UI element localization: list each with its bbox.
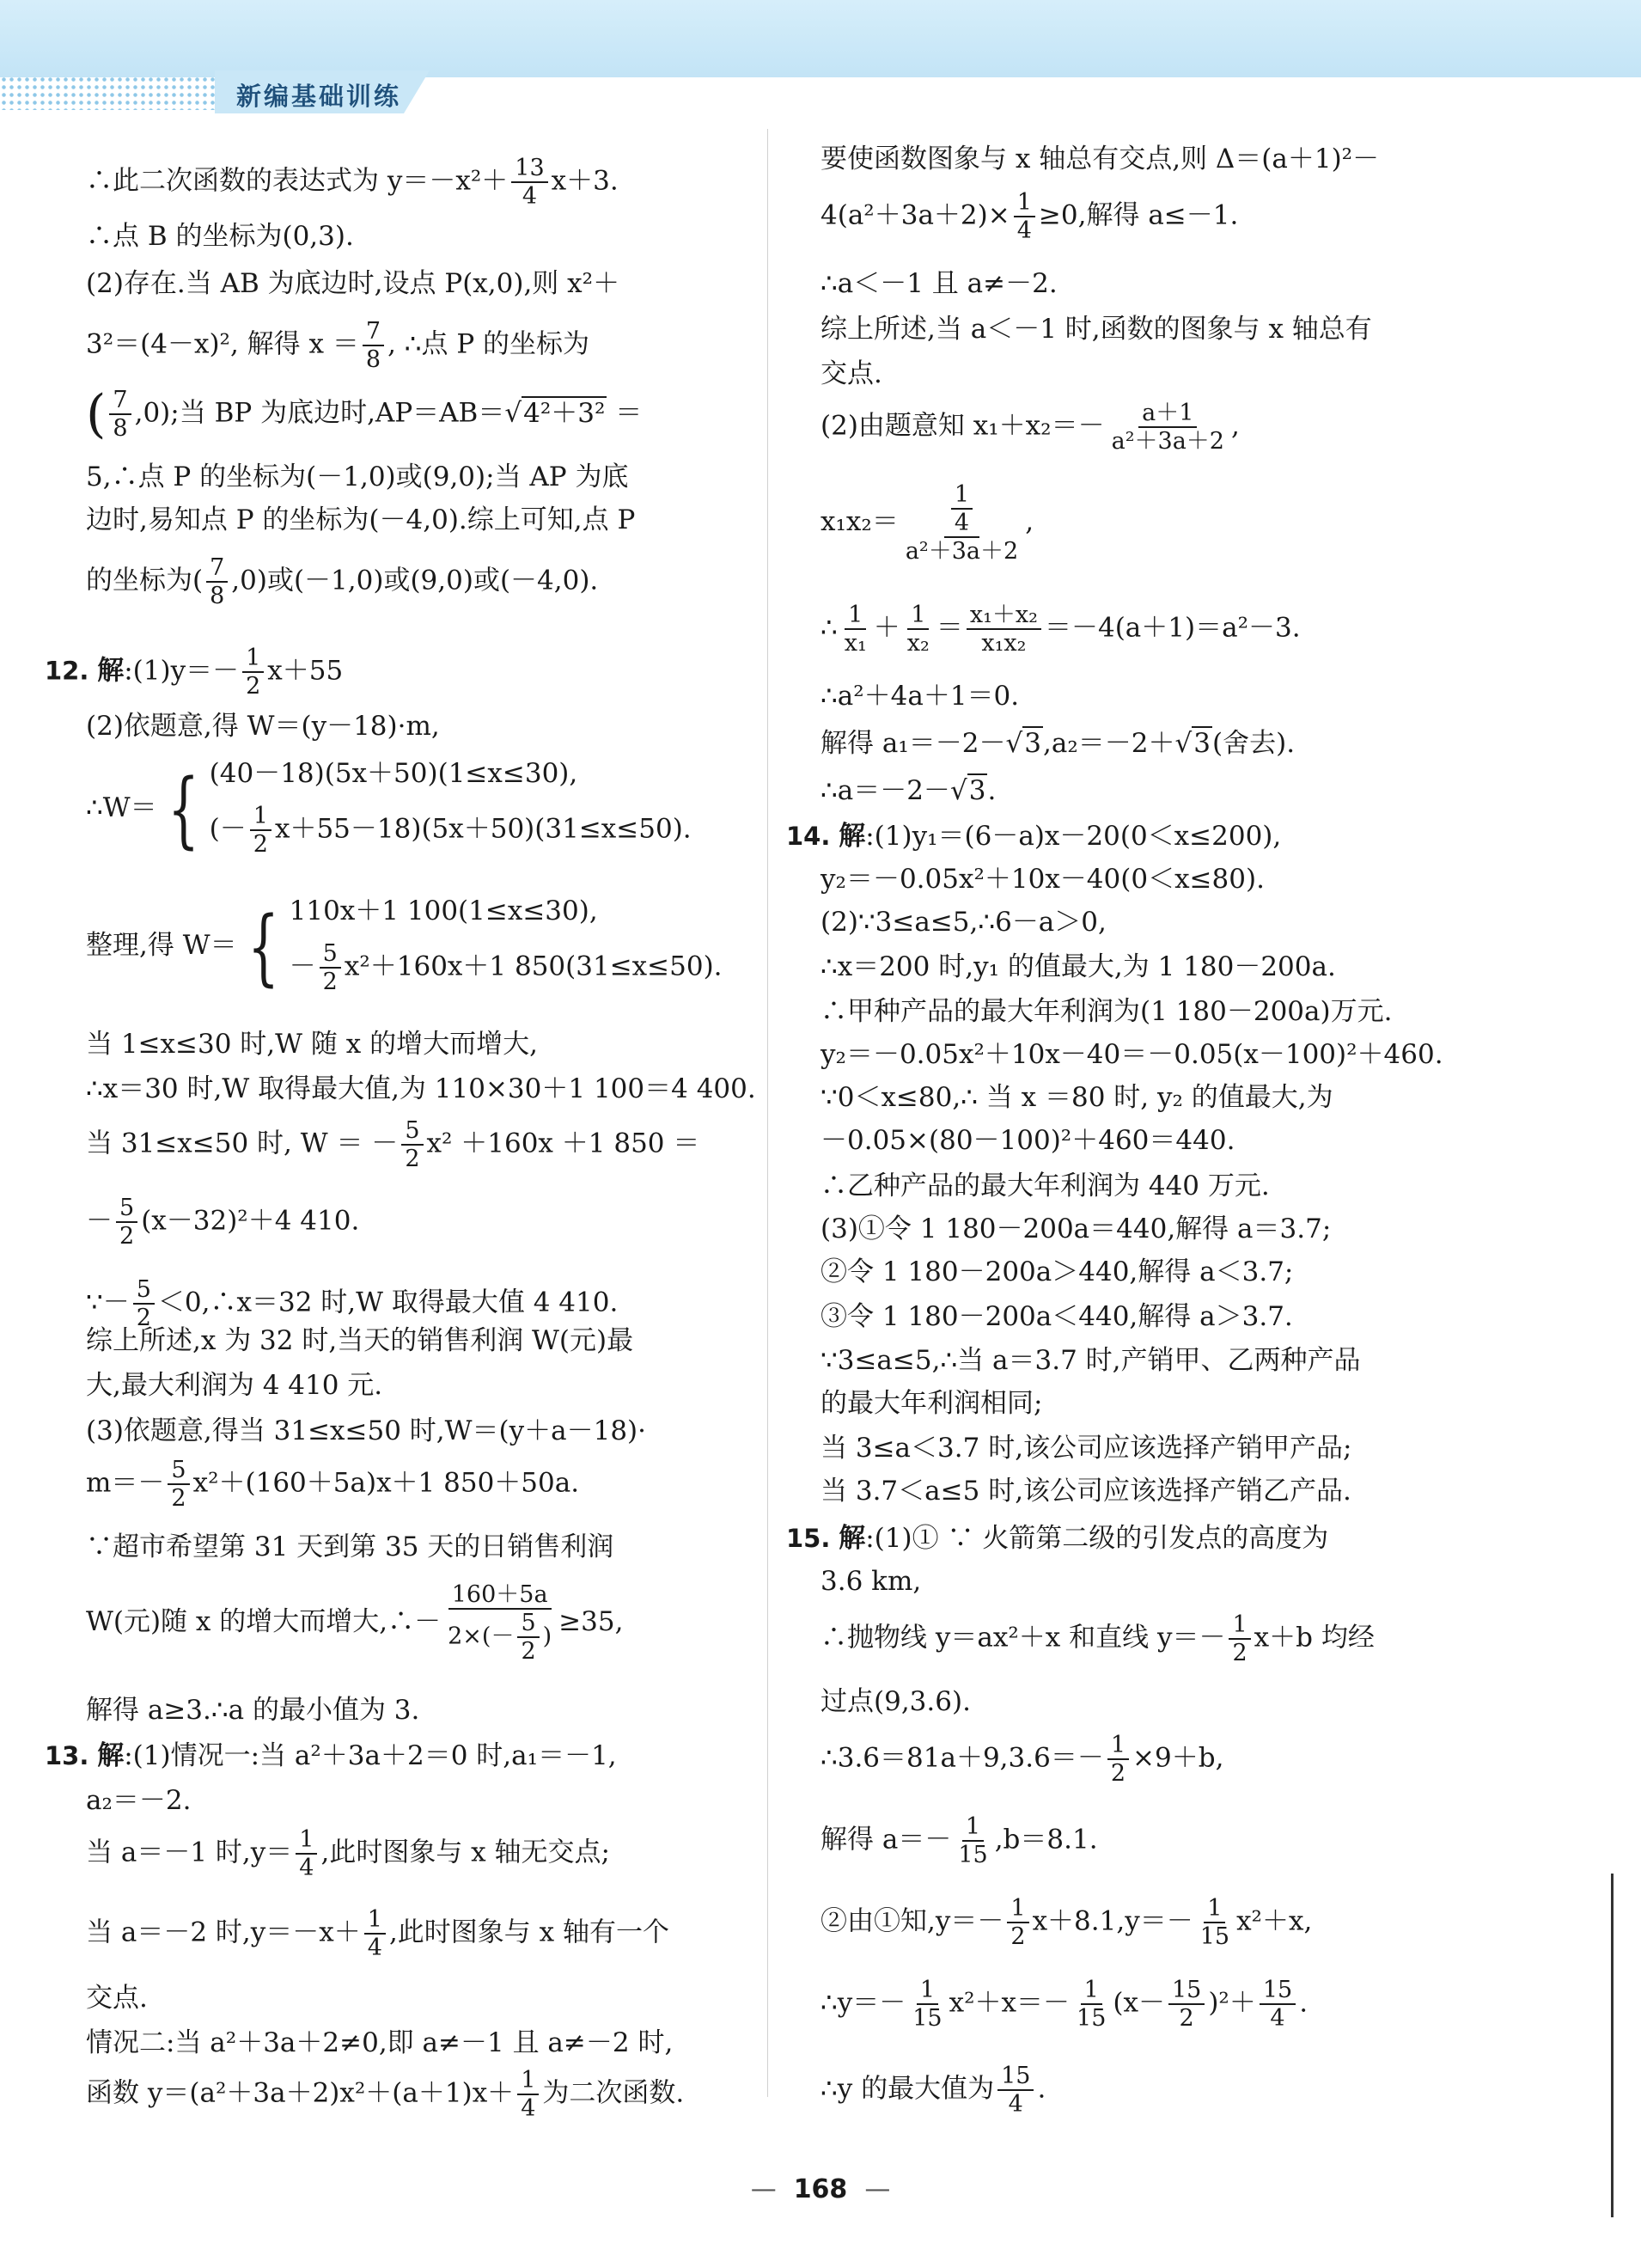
text-line: 当 1≤x≤30 时,W 随 x 的增大而增大,	[86, 1029, 538, 1060]
text-line: ∴甲种产品的最大年利润为(1 180－200a)万元.	[820, 996, 1393, 1027]
text-line: y₂＝－0.05x²＋10x－40(0＜x≤80).	[820, 864, 1265, 895]
text-line: 交点.	[820, 358, 882, 389]
page-number: — 168 —	[750, 2174, 891, 2204]
text-line: ②令 1 180－200a＞440,解得 a＜3.7;	[820, 1256, 1294, 1287]
text-line: 综上所述,x 为 32 时,当天的销售利润 W(元)最	[86, 1325, 634, 1356]
text-line: ∴抛物线 y＝ax²＋x 和直线 y＝－ $\frac{1}{2}$ x＋b 均经	[820, 1611, 1375, 1667]
question-12: 12. 解:(1)y＝－ $\frac{1}{2}$ x＋55	[45, 645, 344, 700]
text-line: 解得 a＝－ $\frac{1}{15}$ ,b＝8.1.	[820, 1813, 1098, 1869]
text-line: ∵3≤a≤5,∴当 a＝3.7 时,产销甲、乙两种产品	[820, 1345, 1361, 1376]
text-line: 边时,易知点 P 的坐标为(－4,0).综上可知,点 P	[86, 504, 636, 535]
text-line: ∵－ $\frac{5}{2}$ ＜0,∴x＝32 时,W 取得最大值 4 410.	[86, 1276, 619, 1332]
text-line: a₂＝－2.	[86, 1785, 192, 1816]
text-line: ∴a＜－1 且 a≠－2.	[820, 268, 1058, 299]
text-line: y₂＝－0.05x²＋10x－40＝－0.05(x－100)²＋460.	[820, 1039, 1443, 1070]
text-line: 当 3.7＜a≤5 时,该公司应该选择产销乙产品.	[820, 1476, 1351, 1507]
text-line: 3²＝(4－x)², 解得 x ＝ $\frac{7}{8}$ , ∴点 P 的坐标为	[86, 318, 590, 374]
text-line: ∴y＝－ $\frac{1}{15}$ x²＋x＝－ $\frac{1}{15}$ (x－ $\frac{15}{2}$ )²＋ $\frac{15}{4}$ .	[820, 1977, 1309, 2033]
text-line: (2)由题意知 x₁＋x₂＝－ $\frac{a+1}{\text{a²＋3a＋2}}$ ,	[820, 400, 1240, 455]
text-line: 当 a＝－1 时,y＝ $\frac{1}{4}$ ,此时图象与 x 轴无交点;	[86, 1826, 610, 1882]
text-line: x₁x₂＝ $\frac{\frac{1}{4}}{\text{a²＋3a＋2}}$ ,	[820, 481, 1034, 565]
text-line: 要使函数图象与 x 轴总有交点,则 Δ＝(a＋1)²－	[820, 144, 1380, 174]
piecewise-w: ∴W＝ { (40－18)(5x＋50)(1≤x≤30), (－ $\frac{1}{2}$ x＋55－18)(5x＋50)(31≤x≤50).	[86, 758, 692, 859]
text-line: (3)①令 1 180－200a＝440,解得 a＝3.7;	[820, 1213, 1332, 1244]
question-15: 15. 解:(1)① ∵ 火箭第二级的引发点的高度为	[786, 1523, 1329, 1554]
text-line: ∴乙种产品的最大年利润为 440 万元.	[820, 1171, 1270, 1201]
piecewise-w-simplified: 整理,得 W＝ { 110x＋1 100(1≤x≤30), － $\frac{5}{2}$ x²＋160x＋1 850(31≤x≤50).	[86, 896, 723, 996]
text-line: 的坐标为( $\frac{7}{8}$ ,0)或(－1,0)或(9,0)或(－4,0).	[86, 554, 599, 610]
text-line: ②由①知,y＝－ $\frac{1}{2}$ x＋8.1,y＝－ $\frac{1}{15}$ x²＋x,	[820, 1895, 1313, 1951]
text-line: ∴此二次函数的表达式为 y＝－x²＋ $\frac{13}{4}$ x＋3.	[86, 155, 619, 211]
text-line: 当 3≤a＜3.7 时,该公司应该选择产销甲产品;	[820, 1433, 1352, 1464]
text-line: ∵0＜x≤80,∴ 当 x ＝80 时, y₂ 的值最大,为	[820, 1082, 1333, 1113]
text-line: ∴3.6＝81a＋9,3.6＝－ $\frac{1}{2}$ ×9＋b,	[820, 1732, 1224, 1788]
page-edge-line	[1611, 1874, 1614, 2217]
page-header	[0, 0, 1641, 77]
text-line: 过点(9,3.6).	[820, 1686, 971, 1717]
text-line: 函数 y＝(a²＋3a＋2)x²＋(a＋1)x＋ $\frac{1}{4}$ 为二次函数.	[86, 2067, 685, 2123]
text-line: － $\frac{5}{2}$ (x－32)²＋4 410.	[86, 1195, 360, 1250]
text-line: ∴a＝－2－√3.	[820, 775, 997, 806]
text-line: ③令 1 180－200a＜440,解得 a＞3.7.	[820, 1301, 1293, 1332]
text-line: 解得 a₁＝－2－√3,a₂＝－2＋√3(舍去).	[820, 728, 1296, 759]
text-line: m＝－ $\frac{5}{2}$ x²＋(160＋5a)x＋1 850＋50a.	[86, 1457, 580, 1513]
text-line: 4(a²＋3a＋2)× $\frac{1}{4}$ ≥0,解得 a≤－1.	[820, 189, 1239, 245]
text-line: ∴y 的最大值为 $\frac{15}{4}$ .	[820, 2063, 1046, 2118]
header-title: 新编基础训练	[236, 82, 402, 111]
text-line: 当 a＝－2 时,y＝－x＋ $\frac{1}{4}$ ,此时图象与 x 轴有一个	[86, 1906, 669, 1962]
text-line: ∴a²＋4a＋1＝0.	[820, 681, 1020, 712]
text-line: (2)存在.当 AB 为底边时,设点 P(x,0),则 x²＋	[86, 268, 620, 299]
text-line: (2)依题意,得 W＝(y－18)·m,	[86, 711, 440, 742]
text-line: 3.6 km,	[820, 1566, 922, 1597]
text-line: 解得 a≥3.∴a 的最小值为 3.	[86, 1695, 420, 1726]
text-line: 交点.	[86, 1983, 148, 2014]
text-line: 的最大年利润相同;	[820, 1388, 1043, 1419]
text-line: ( $\frac{7}{8}$ ,0);当 BP 为底边时,AP＝AB＝√4²＋3² ＝	[86, 384, 643, 445]
text-line: 大,最大利润为 4 410 元.	[86, 1370, 383, 1401]
text-line: (2)∵3≤a≤5,∴6－a＞0,	[820, 907, 1107, 938]
text-line: ∴x＝30 时,W 取得最大值,为 110×30＋1 100＝4 400.	[86, 1073, 756, 1104]
question-14: 14. 解:(1)y₁＝(6－a)x－20(0＜x≤200),	[786, 821, 1282, 852]
text-line: ∴ $\frac{1}{\text{x₁}}$ ＋ $\frac{1}{\text{x₂}}$ ＝ $\frac{\text{x₁＋x₂}}{\text{x₁x₂}}$ ＝－4(a＋1)＝a²－3.	[820, 602, 1301, 657]
text-line: 当 31≤x≤50 时, W ＝ － $\frac{5}{2}$ x² ＋160x ＋1 850 ＝	[86, 1117, 700, 1173]
text-line: 情况二:当 a²＋3a＋2≠0,即 a≠－1 且 a≠－2 时,	[86, 2027, 674, 2058]
question-13: 13. 解:(1)情况一:当 a²＋3a＋2＝0 时,a₁＝－1,	[45, 1740, 617, 1771]
text-line: ∴x＝200 时,y₁ 的值最大,为 1 180－200a.	[820, 951, 1336, 982]
header-dot-pattern	[0, 76, 223, 110]
text-line: ∴点 B 的坐标为(0,3).	[86, 221, 354, 252]
column-divider	[767, 129, 768, 2097]
text-line: (3)依题意,得当 31≤x≤50 时,W＝(y＋a－18)·	[86, 1415, 646, 1446]
text-line: 5,∴点 P 的坐标为(－1,0)或(9,0);当 AP 为底	[86, 462, 629, 492]
text-line: －0.05×(80－100)²＋460＝440.	[820, 1125, 1235, 1156]
text-line: ∵超市希望第 31 天到第 35 天的日销售利润	[86, 1531, 614, 1562]
text-line: 综上所述,当 a＜－1 时,函数的图象与 x 轴总有	[820, 314, 1372, 345]
text-line: W(元)随 x 的增大而增大,∴－ 160＋5a 2×(－ $\frac{5}{2}$ ) ≥35,	[86, 1581, 624, 1666]
